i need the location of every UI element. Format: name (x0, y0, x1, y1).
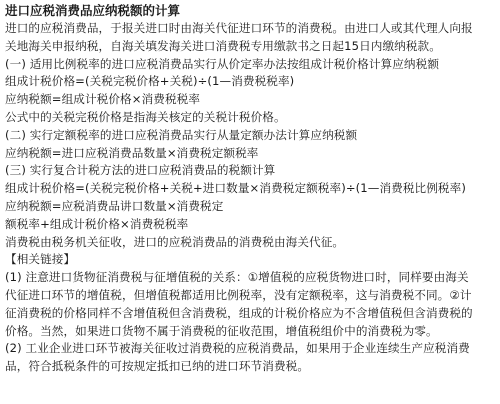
related-links-heading: 【相关链接】 (5, 252, 76, 267)
formula-line: 应纳税额=应税消费品讲口数量×消费税定 (5, 198, 224, 213)
formula-line: 组成计税价格=(关税完税价格+关税+进口数量×消费税定额税率)÷(1—消费税比例税率) (5, 181, 466, 196)
paragraph-line: 进口的应税消费品，于报关进口时由海关代征进口环节的消费税。由进口人或其代理人向报 (5, 21, 473, 35)
formula-line: 额税率+组成计税价格×消费税税率 (5, 216, 189, 231)
paragraph-line: (1) 注意进口货物征消费税与征增值税的关系：①增值税的应税货物进口时，同样要由海关 (5, 270, 469, 285)
paragraph-line: 消费税由税务机关征收，进口的应税消费品的消费税由海关代征。 (5, 234, 345, 249)
section-title: 进口应税消费品应纳税额的计算 (5, 3, 181, 18)
paragraph-line: 代征进口环节的增值税，但增值税都适用比例税率，没有定额税率，这与消费税不同。②计 (5, 287, 472, 302)
formula-line: 应纳税额=组成计税价格×消费税税率 (5, 92, 201, 107)
formula-line: 应纳税额=进口应税消费品数量×消费税定额税率 (5, 145, 259, 160)
paragraph-line: (一) 适用比例税率的进口应税消费品实行从价定率办法按组成计税价格计算应纳税额 (5, 56, 440, 71)
paragraph-line: 公式中的关税完税价格是指海关核定的关税计税价格。 (5, 109, 286, 124)
paragraph-line: (三) 实行复合计税方法的进口应税消费品的税额计算 (5, 163, 276, 178)
paragraph-line: (二) 实行定额税率的进口应税消费品实行从量定额办法计算应纳税额 (5, 127, 358, 142)
paragraph-line: 征消费税的价格同样不含增值税但含消费税，组成的计税价格应为不含增值税但含消费税的 (5, 305, 473, 320)
paragraph-line: 品，符合抵税条件的可按规定抵扣已纳的进口环节消费税。 (5, 359, 310, 374)
paragraph-line: 关地海关申报纳税，自海关填发海关进口消费税专用缴款书之日起15日内缴纳税款。 (5, 38, 441, 53)
formula-line: 组成计税价格=(关税完税价格+关税)÷(1—消费税税率) (5, 74, 295, 89)
paragraph-line: (2) 工业企业进口环节被海关征收过消费税的应税消费品，如果用于企业连续生产应税消费 (5, 341, 470, 356)
paragraph-line: 价格。当然，如果进口货物不属于消费税的征收范围，增值税组价中的消费税为零。 (5, 323, 438, 338)
